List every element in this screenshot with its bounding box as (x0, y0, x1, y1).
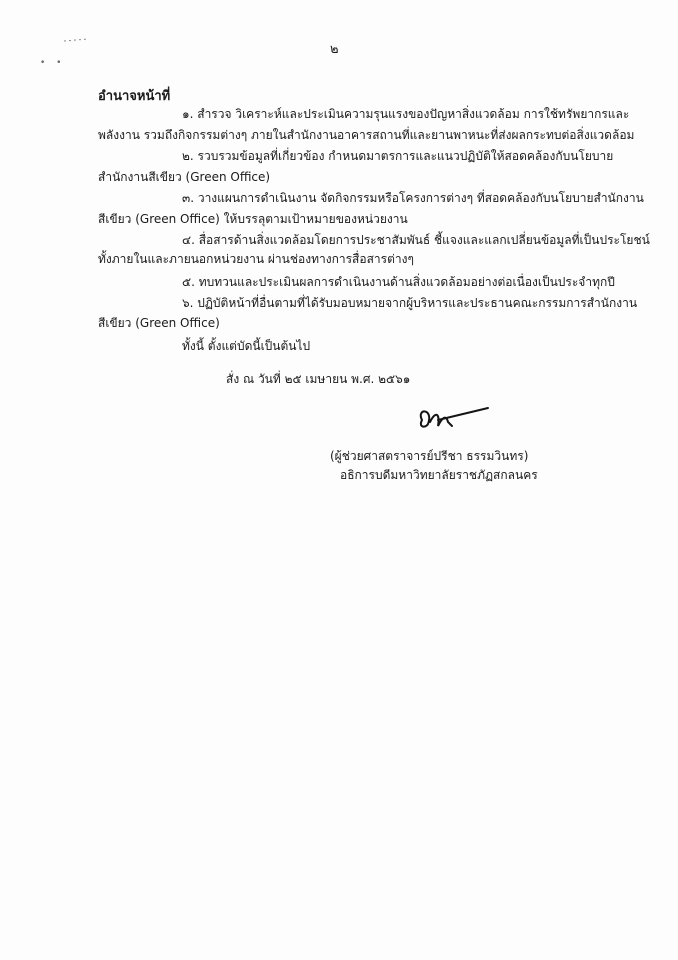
page-number: ๒ (330, 42, 339, 57)
signature-image (408, 400, 498, 434)
item-2-line-1: ๒. รวบรวมข้อมูลที่เกี่ยวข้อง กำหนดมาตรการและแนวปฏิบัติให้สอดคล้องกับนโยบาย (182, 149, 614, 163)
item-1-line-1: ๑. สำรวจ วิเคราะห์และประเมินความรุนแรงของปัญหาสิ่งแวดล้อม การใช้ทรัพยากรและ (182, 107, 630, 121)
signatory-name: (ผู้ช่วยศาสตราจารย์ปรีชา ธรรมวินทร) (330, 449, 529, 463)
item-5-line-1: ๕. ทบทวนและประเมินผลการดำเนินงานด้านสิ่งแวดล้อมอย่างต่อเนื่องเป็นประจำทุกปี (182, 275, 615, 289)
order-date: สั่ง ณ วันที่ ๒๕ เมษายน พ.ศ. ๒๕๖๑ (226, 372, 411, 386)
item-6-line-2: สีเขียว (Green Office) (98, 316, 220, 330)
section-heading: อำนาจหน้าที่ (98, 89, 171, 104)
scan-specks: • • (40, 58, 66, 68)
item-3-line-1: ๓. วางแผนการดำเนินงาน จัดกิจกรรมหรือโครงการต่างๆ ที่สอดคล้องกับนโยบายสำนักงาน (182, 191, 644, 205)
item-2-line-2: สำนักงานสีเขียว (Green Office) (98, 170, 271, 184)
item-6-line-1: ๖. ปฏิบัติหน้าที่อื่นตามที่ได้รับมอบหมายจากผู้บริหารและประธานคณะกรรมการสำนักงาน (182, 296, 638, 310)
scan-mark (64, 38, 88, 42)
item-4-line-1: ๔. สื่อสารด้านสิ่งแวดล้อมโดยการประชาสัมพันธ์ ชี้แจงและแลกเปลี่ยนข้อมูลที่เป็นประโยชน์ (182, 233, 650, 247)
signatory-title: อธิการบดีมหาวิทยาลัยราชภัฏสกลนคร (340, 468, 538, 482)
item-4-line-2: ทั้งภายในและภายนอกหน่วยงาน ผ่านช่องทางการสื่อสารต่างๆ (98, 252, 414, 266)
item-1-line-2: พลังงาน รวมถึงกิจกรรมต่างๆ ภายในสำนักงานอาคารสถานที่และยานพาหนะที่ส่งผลกระทบต่อสิ่งแวดล้อม (98, 128, 635, 142)
item-3-line-2: สีเขียว (Green Office) ให้บรรลุตามเป้าหมายของหน่วยงาน (98, 212, 408, 226)
effective-statement: ทั้งนี้ ตั้งแต่บัดนี้เป็นต้นไป (182, 339, 311, 353)
